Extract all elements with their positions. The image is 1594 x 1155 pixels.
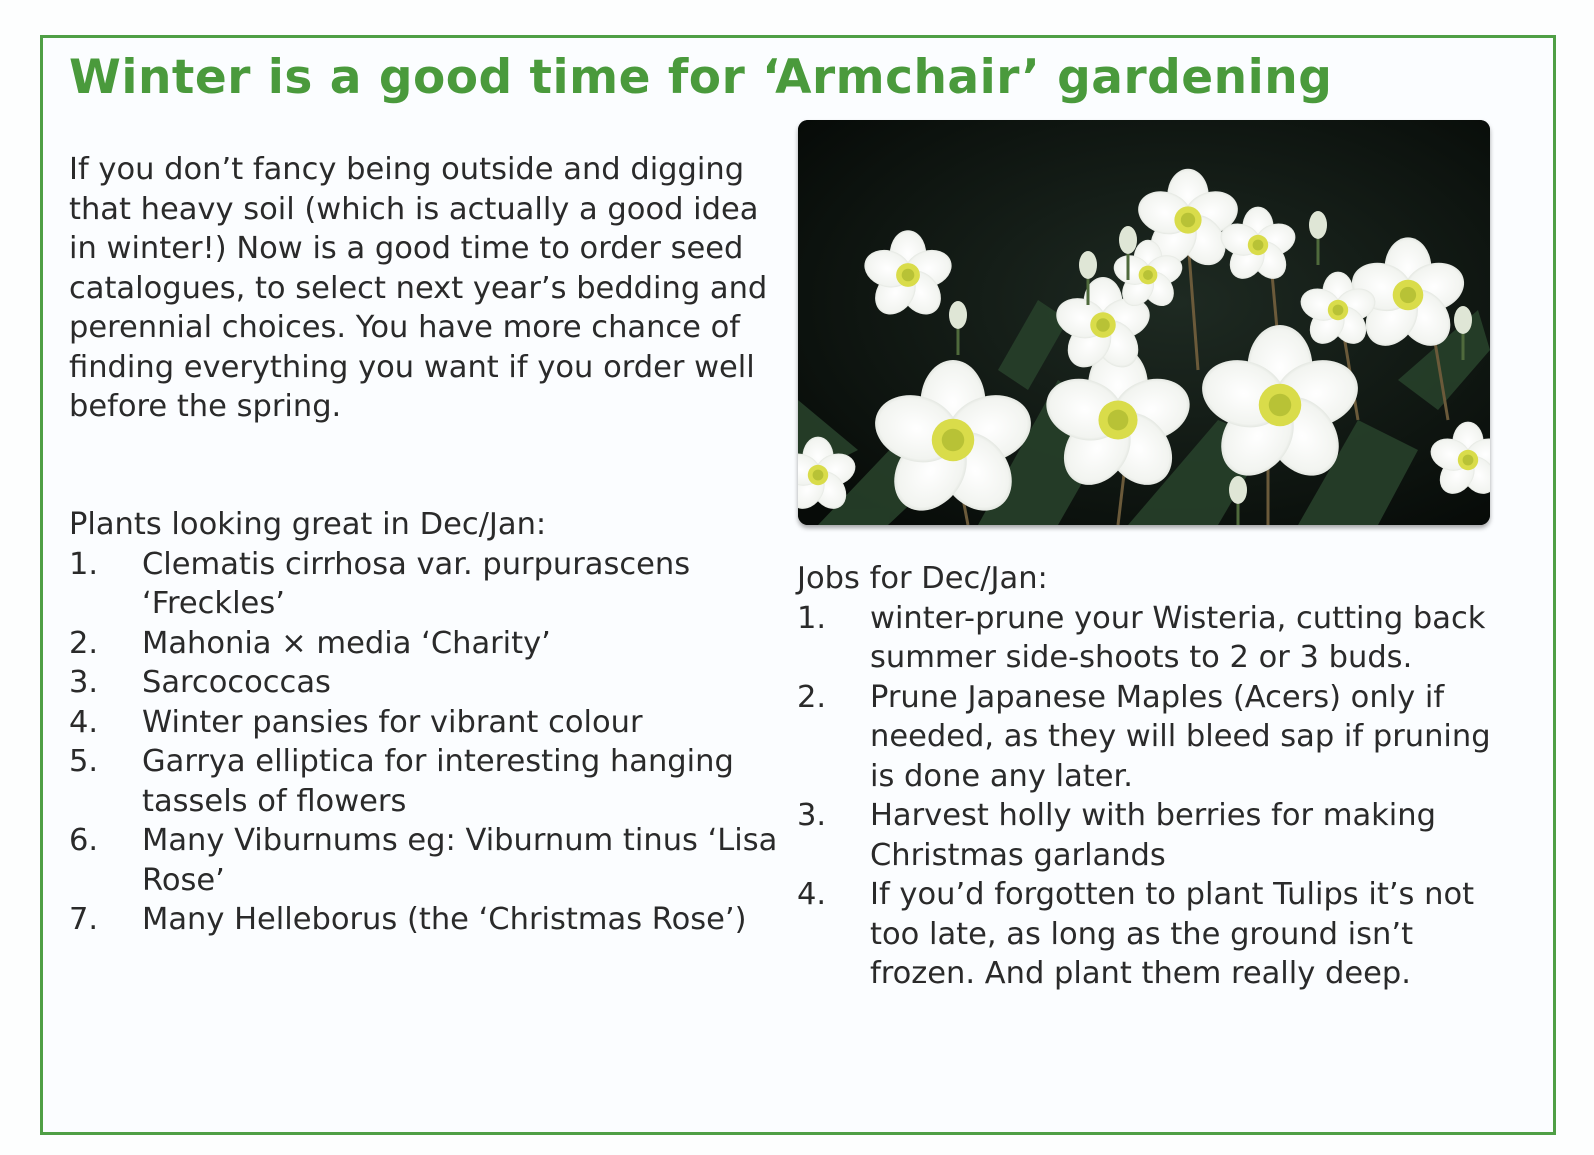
list-item	[69, 703, 789, 743]
item-text: Sarcococcas	[142, 665, 331, 700]
plants-section	[69, 505, 789, 940]
hellebore-flowers-image	[798, 120, 1490, 525]
item-text: Many Viburnums eg: Viburnum tinus ‘Lisa Rose’	[142, 823, 778, 898]
list-item	[69, 900, 789, 940]
item-text: Prune Japanese Maples (Acers) only if needed, as they will bleed sap if pruning is done any later.	[870, 679, 1491, 794]
list-item	[797, 599, 1497, 678]
plants-heading: Plants looking great in Dec/Jan:	[69, 507, 547, 542]
hellebore-photo	[798, 120, 1490, 525]
item-text: Harvest holly with berries for making Christmas garlands	[870, 798, 1436, 873]
item-number: 4.	[797, 877, 827, 912]
item-number: 2.	[69, 625, 99, 661]
list-item	[69, 545, 789, 624]
jobs-heading: Jobs for Dec/Jan:	[797, 561, 1048, 596]
list-item	[797, 875, 1497, 994]
item-number: 3.	[797, 798, 827, 833]
intro-paragraph: If you don’t fancy being outside and digging that heavy soil (which is actually a good idea in winter!) Now is a good time to order seed catalogues, to select next year’s bedding and perennial choices. You have more chance of finding everything you want if you order well before the spring.	[69, 152, 768, 424]
list-item	[69, 742, 789, 821]
article-title: Winter is a good time for ‘Armchair’ gardening	[69, 50, 1333, 105]
list-item	[797, 678, 1497, 797]
item-text: Winter pansies for vibrant colour	[142, 704, 643, 740]
item-number: 1.	[797, 600, 827, 636]
article-panel	[40, 35, 1556, 1135]
item-number: 1.	[69, 546, 99, 582]
jobs-section	[797, 559, 1497, 994]
item-text: Clematis cirrhosa var. purpurascens ‘Freckles’	[142, 546, 691, 621]
item-text: If you’d forgotten to plant Tulips it’s not too late, as long as the ground isn’t frozen. And plant them really deep.	[870, 877, 1475, 991]
item-number: 4.	[69, 704, 99, 740]
item-number: 5.	[69, 744, 99, 779]
plants-list	[69, 545, 789, 940]
item-text: Mahonia × media ‘Charity’	[142, 625, 551, 661]
item-number: 7.	[69, 902, 99, 937]
item-number: 2.	[797, 679, 827, 715]
item-number: 6.	[69, 823, 99, 858]
item-text: Garrya elliptica for interesting hanging tassels of flowers	[142, 744, 734, 819]
list-item	[69, 663, 789, 703]
list-item	[69, 624, 789, 664]
item-number: 3.	[69, 665, 99, 700]
item-text: Many Helleborus (the ‘Christmas Rose’)	[142, 902, 747, 937]
list-item	[69, 821, 789, 900]
jobs-list	[797, 599, 1497, 994]
list-item	[797, 796, 1497, 875]
item-text: winter-prune your Wisteria, cutting back summer side-shoots to 2 or 3 buds.	[870, 600, 1486, 675]
